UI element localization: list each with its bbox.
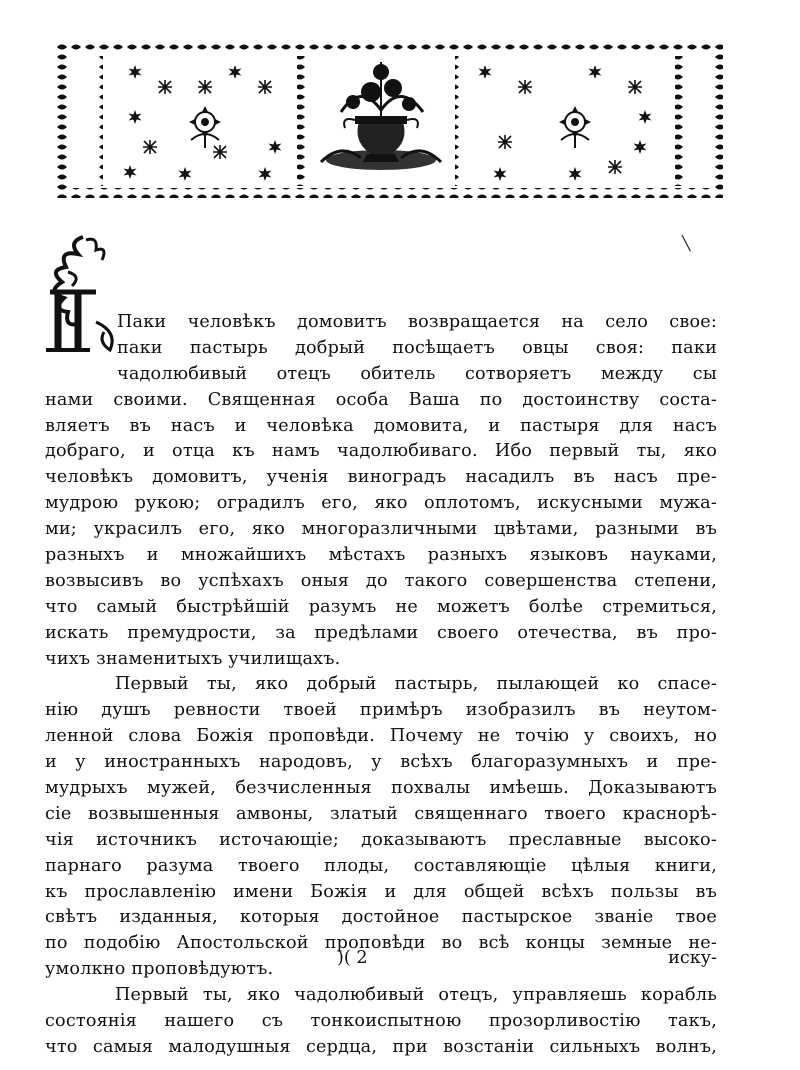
text-line: состоянія нашего съ тонкоиспытною прозорливостію такъ,	[45, 1011, 717, 1032]
text-line: чихъ знаменитыхъ училищахъ.	[45, 648, 341, 669]
text-line: умолкно проповѣдуютъ.	[45, 959, 274, 980]
text-line: добраго, и отца къ намъ чадолюбиваго. Ибо первый ты, яко	[45, 441, 717, 462]
text-line: вляетъ въ насъ и человѣка домовита, и пастыря для насъ	[45, 415, 717, 436]
text-line: мудрыхъ мужей, безчисленныя похвалы имѣешь. Доказываютъ	[45, 778, 717, 799]
catchword: иску-	[668, 948, 717, 968]
text-line: чадолюбивый отецъ обитель сотворяетъ между сы	[117, 363, 717, 384]
text-line: нами своими. Священная особа Ваша по достоинству соста-	[45, 389, 717, 410]
page-footer	[45, 948, 717, 976]
text-line: возвысивъ во успѣхахъ оныя до такого совершенства степени,	[45, 570, 717, 591]
text-line: человѣкъ домовитъ, ученія виноградъ насадилъ въ насъ пре-	[45, 467, 717, 488]
text-line: парнаго разума твоего плоды, составляющіе цѣлыя книги,	[45, 855, 717, 876]
text-line: Первый ты, яко добрый пастырь, пылающей ко спасе-	[115, 674, 717, 695]
text-line: ми; украсилъ его, яко многоразличными цвѣтами, разными въ	[45, 519, 717, 540]
signature-mark: )( 2	[337, 948, 368, 968]
text-line: искать премудрости, за предѣлами своего отечества, въ про-	[45, 622, 717, 643]
text-line: чія источникъ источающіе; доказываютъ преславные высоко-	[45, 829, 717, 850]
stray-mark: ╲	[682, 236, 691, 252]
text-line: свѣтъ изданныя, которыя достойное пастырское званіе твое	[45, 907, 717, 928]
ornamental-headpiece	[55, 42, 725, 200]
text-line: паки пастырь добрый посѣщаетъ овцы своя: паки	[117, 337, 717, 358]
text-line: разныхъ и множайшихъ мѣстахъ разныхъ языковъ науками,	[45, 545, 717, 566]
text-line: Паки человѣкъ домовитъ возвращается на село свое:	[117, 312, 717, 332]
text-line: и у иностранныхъ народовъ, у всѣхъ благоразумныхъ и пре-	[45, 752, 717, 773]
text-line: ленной слова Божія проповѣди. Почему не точію у своихъ, но	[45, 726, 717, 747]
text-line: по подобію Апостольской проповѣди во всѣ концы земные не-	[45, 933, 717, 954]
text-line: къ прославленію имени Божія и для общей всѣхъ пользы въ	[45, 881, 717, 902]
text-line: нію душъ ревности твоей примѣръ изобразилъ въ неутом-	[45, 700, 717, 721]
text-line: сіе возвышенныя амвоны, златый священнаго твоего краснорѣ-	[45, 803, 717, 824]
text-line: что самыя малодушныя сердца, при возстаніи сильныхъ волнъ,	[45, 1036, 717, 1057]
text-line: Первый ты, яко чадолюбивый отецъ, управляешь корабль	[115, 985, 717, 1006]
text-line: что самый быстрѣйшій разумъ не можетъ болѣе стремиться,	[45, 596, 717, 617]
text-line: мудрою рукою; оградилъ его, яко оплотомъ, искусными мужа-	[45, 493, 717, 514]
